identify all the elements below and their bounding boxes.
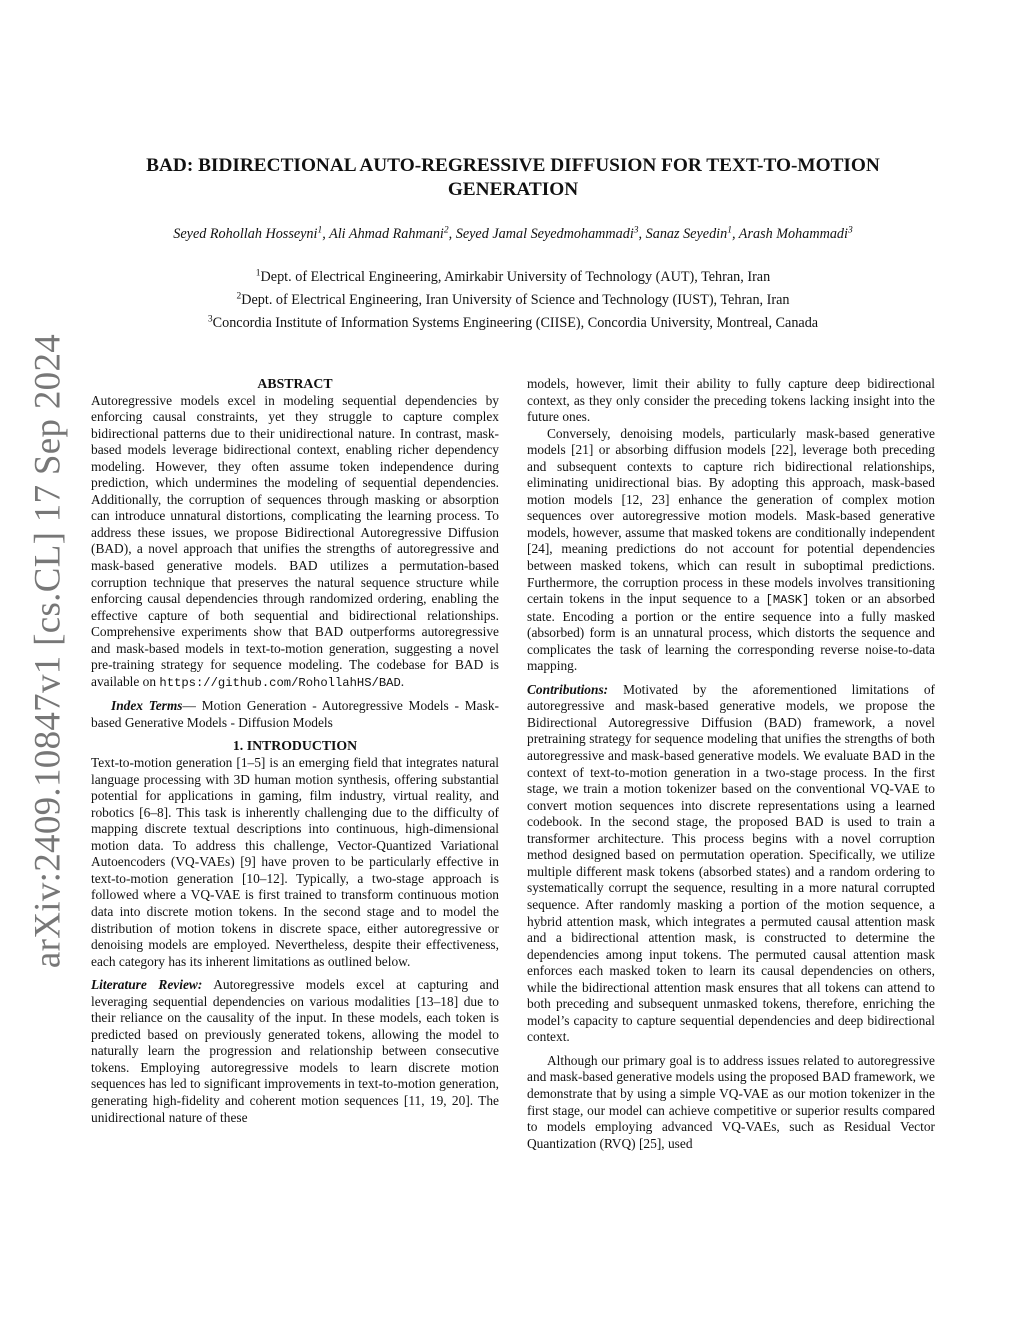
intro-paragraph: Text-to-motion generation [1–5] is an emerging field that integrates natural language processing with 3D human motion synthesis, offering substantial potential for applications in gaming, film industry, virtual reality, and robotics [6–8]. This task is inherently challenging due to the difficulty of mapping discrete textual descriptions into continuous, high-dimensional motion data. To address this challenge, Vector-Quantized Variational Autoencoders (VQ-VAEs) [9] have proven to be particularly effective in text-to-motion generation [10–12]. Typically, a two-stage approach is followed where a VQ-VAE is first trained to transform continuous motion data into discrete motion tokens. In the second stage and to model the distribution of motion tokens in discrete space, either autoregressive or denoising models are employed. Nevertheless, despite their effectiveness, each category has its inherent limitations as outlined below. — [91, 755, 499, 969]
intro-paragraph: models, however, limit their ability to fully capture deep bidirectional context, as they only consider the preceding tokens lacking insight into the future ones. — [527, 376, 935, 425]
index-terms-label: Index Terms — [111, 698, 183, 714]
affiliation-list — [90, 266, 936, 335]
paper-title: BAD: BIDIRECTIONAL AUTO-REGRESSIVE DIFFUSION FOR TEXT-TO-MOTION GENERATION — [146, 155, 880, 200]
author-list — [90, 226, 936, 243]
affiliation: $^3$Concordia Institute of Information Systems Engineering (CIISE), Concordia University, Montreal, Canada — [207, 314, 819, 331]
left-column — [91, 376, 499, 1126]
contributions-label: Contributions: — [527, 681, 609, 697]
arxiv-identifier: arXiv:2409.10847v1 [cs.CL] 17 Sep 2024 — [27, 333, 69, 969]
author: Arash Mohammadi$^3$ — [738, 225, 853, 242]
affiliation: $^2$Dept. of Electrical Engineering, Iran University of Science and Technology (IUST), Tehran, Iran — [236, 291, 790, 308]
literature-review-label: Literature Review: — [91, 977, 203, 993]
abstract-text: Autoregressive models excel in modeling sequential dependencies by enforcing causal constraints, yet they struggle to capture complex bidirectional patterns due to their unidirectional nature. In contrast, mask-based models leverage bidirectional context, enabling richer dependency modeling. However, they often assume token independence during prediction, which undermines the modeling of sequential dependencies. Additionally, the corruption of sequences through masking or absorption can introduce unnatural distortions, complicating the learning process. To address these issues, we propose Bidirectional Autoregressive Diffusion (BAD), a novel approach that unifies the strengths of autoregressive and mask-based generative models. BAD utilizes a permutation-based corruption technique that preserves the natural sequence structure while enforcing causal dependencies through randomized ordering, enabling the effective capture of both sequential and bidirectional relationships. Comprehensive experiments show that BAD outperforms autoregressive and mask-based models in text-to-motion generation, suggesting a novel pre-training strategy for sequence modeling. The codebase for BAD is available on https://github.com/RohollahHS/BAD. — [91, 392, 499, 690]
author: Seyed Rohollah Hosseyni$^1$, — [173, 225, 330, 242]
author: Sanaz Seyedin$^1$, — [645, 225, 739, 242]
right-column — [527, 376, 935, 1152]
author: Ali Ahmad Rahmani$^2$, — [329, 225, 456, 242]
abstract-heading: ABSTRACT — [257, 376, 333, 391]
contributions-paragraph: Contributions: Motivated by the aforementioned limitations of autoregressive and mask-based generative models, we propose the Bidirectional Autoregressive Diffusion (BAD) framework, a novel pretraining strategy for sequence modeling that unifies the strengths of both autoregressive and mask-based generative models. We evaluate BAD in the context of text-to-motion generation in a two-stage process. In the first stage, we train a motion tokenizer based on the conventional VQ-VAE to convert motion sequences into discrete representations using a learned codebook. In the second stage, the proposed BAD is used to train a transformer architecture. This process begins with a novel corruption method designed based on permutation operation. Specifically, we utilize multiple different mask tokens (absorbed states) and a random ordering to systematically corrupt the sequence, resulting in a more natural corrupted sequence. After randomly masking a portion of the motion sequence, a hybrid attention mask, which integrates a permuted causal attention mask and a bidirectional attention mask, is constructed to determine the dependencies among input tokens. The permuted causal attention mask enforces each masked token to learn its causal dependencies on others, while the bidirectional attention mask ensures that all tokens can attend to both preceding and subsequent unmasked tokens, therefore, enriching the model’s capacity to capture sequential dependencies and deep bidirectional context. — [527, 681, 935, 1045]
literature-review-paragraph: Literature Review: Autoregressive models excel at capturing and leveraging sequential dependencies on various modalities [13–18] due to their reliance on the causality of the input. In these models, each token is predicted based on previously generated tokens, allowing the model to naturally learn the progression and relationship between consecutive tokens. Employing autoregressive models to learn discrete motion sequences has led to significant improvements in text-to-motion generation, generating high-fidelity and coherent motion sequences [11, 19, 20]. The unidirectional nature of these — [91, 977, 499, 1125]
index-terms: Index Terms— Motion Generation - Autoregressive Models - Mask-based Generative Models - Diffusion Models — [91, 698, 499, 730]
code-link[interactable]: https://github.com/RohollahHS/BAD — [159, 675, 401, 690]
affiliation: $^1$Dept. of Electrical Engineering, Amirkabir University of Technology (AUT), Tehran, Iran — [255, 268, 771, 285]
intro-paragraph: Although our primary goal is to address issues related to autoregressive and mask-based generative models using the proposed BAD framework, we demonstrate that by using a simple VQ-VAE as our motion tokenizer in the first stage, our model can achieve competitive or superior results compared to models employing advanced VQ-VAEs, such as Residual Vector Quantization (RVQ) [25], used — [527, 1052, 935, 1151]
mask-token: [MASK] — [765, 593, 810, 608]
intro-paragraph: Conversely, denoising models, particularly mask-based generative models [21] or absorbing diffusion models [22], leverage both preceding and subsequent contexts to capture rich bidirectional relationships, eliminating unidirectional bias. By adopting this approach, mask-based motion models [12, 23] enhance the generation of complex motion sequences over autoregressive motion models. Mask-based generative models, however, assume that masked tokens are conditionally independent [24], meaning predictions do not account for potential dependencies between masked tokens, which can result in suboptimal predictions. Furthermore, the corruption process in these models involves transitioning certain tokens in the input sequence to a [MASK] token or an absorbed state. Encoding a portion or the entire sequence into a fully masked (absorbed) form is an unnatural process, which distorts the sequence and complicates the task of learning the corresponding reverse noise-to-data mapping. — [527, 425, 935, 674]
arxiv-sidebar-stamp — [18, 333, 78, 969]
introduction-heading: 1. INTRODUCTION — [232, 738, 358, 754]
author: Seyed Jamal Seyedmohammadi$^3$, — [455, 225, 646, 242]
